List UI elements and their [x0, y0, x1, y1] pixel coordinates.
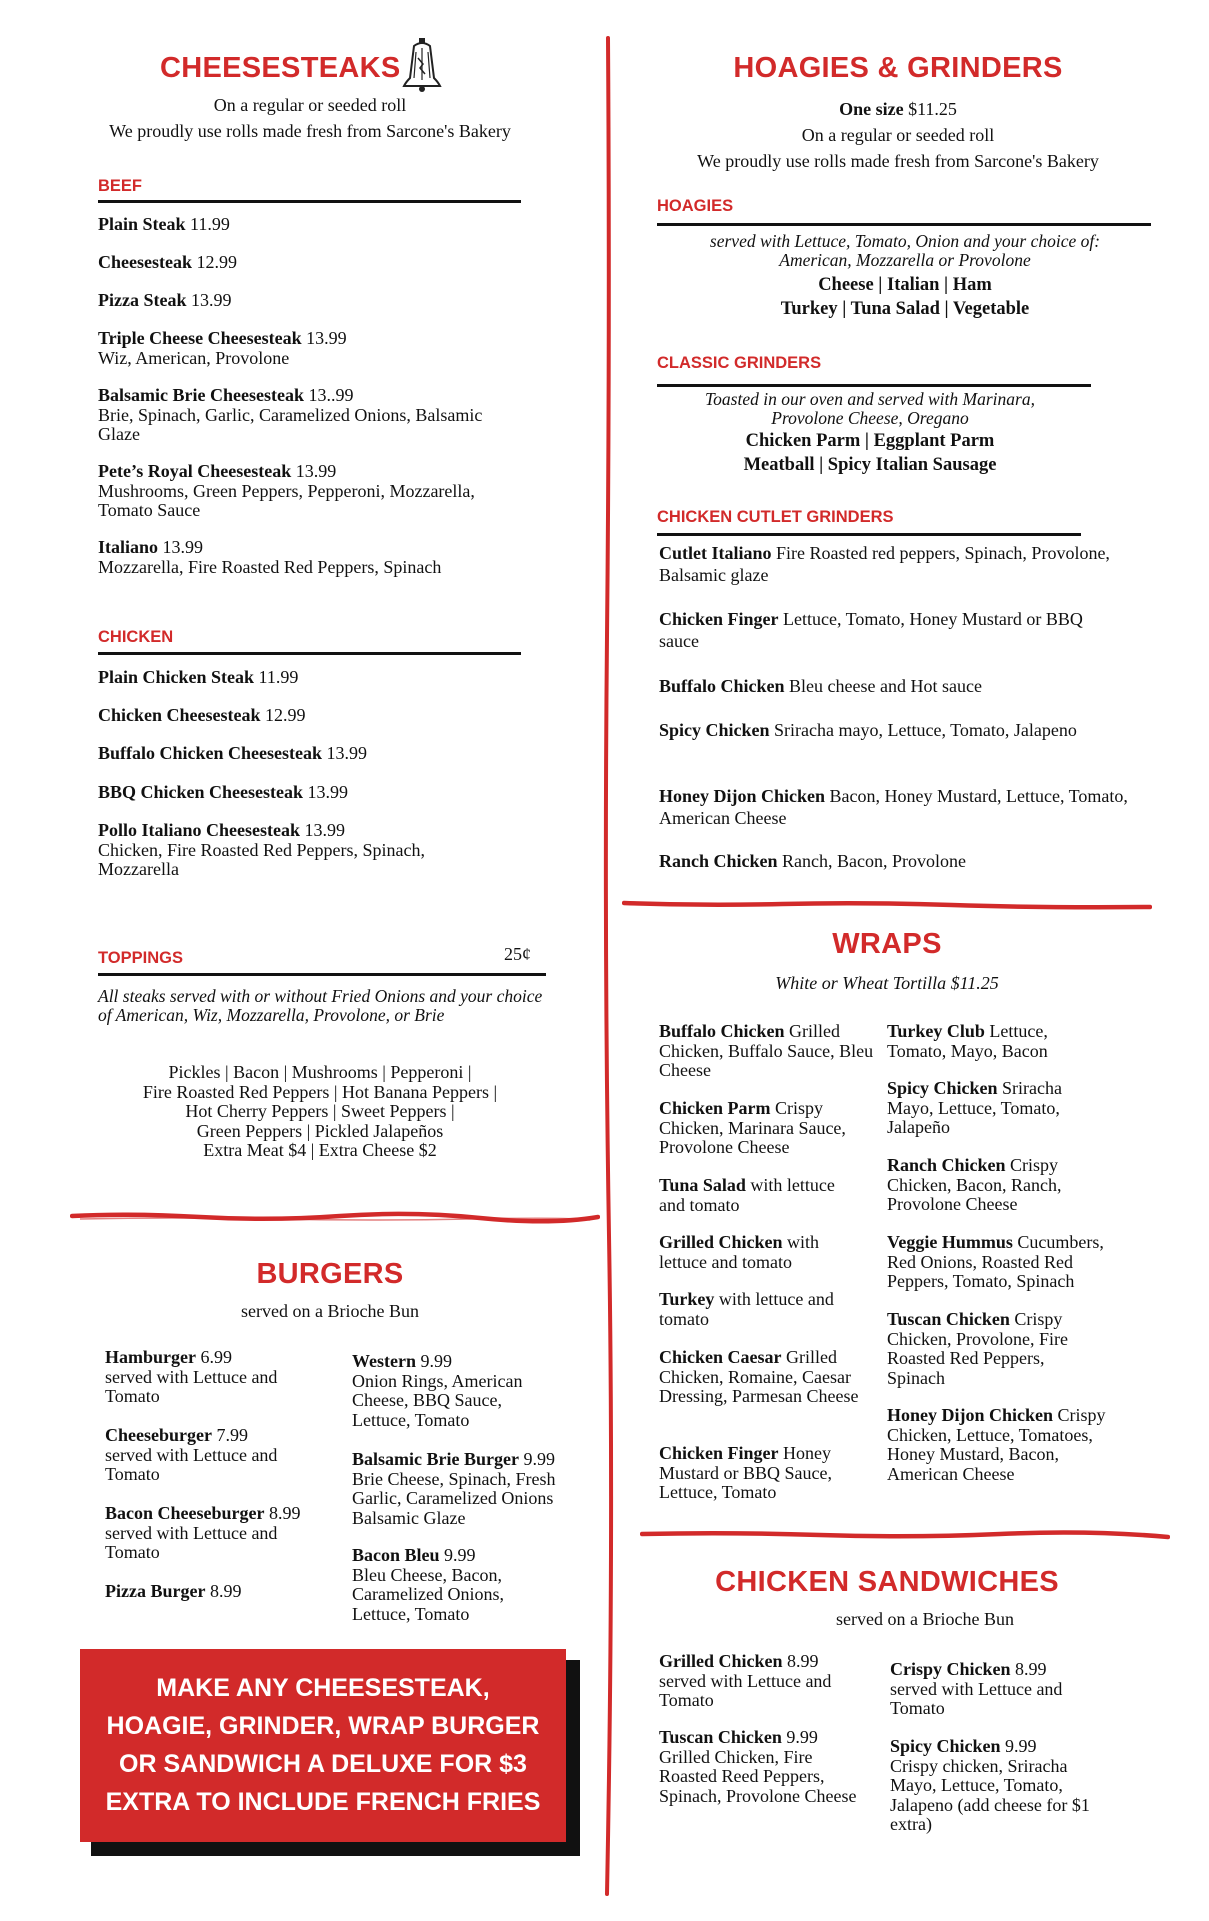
toppings-line: Green Peppers | Pickled Jalapeños [196, 1120, 444, 1141]
beef-rule [98, 200, 521, 203]
menu-item: Pizza Steak 13.99 [98, 290, 232, 310]
chicken-sandwiches-sub: served on a Brioche Bun [836, 1609, 1014, 1629]
menu-item: Tuscan Chicken Crispy Chicken, Provolone, Fire Roasted Red Peppers, Spinach [887, 1309, 1068, 1388]
cutlet-heading: CHICKEN CUTLET GRINDERS [657, 508, 894, 526]
hoagies-title: HOAGIES & GRINDERS [733, 52, 1063, 84]
grinders-note [640, 390, 1100, 428]
menu-item: Honey Dijon Chicken Bacon, Honey Mustard, Lettuce, Tomato, American Cheese [659, 786, 1128, 828]
menu-item: Chicken Finger Honey Mustard or BBQ Sauce, Lettuce, Tomato [659, 1443, 832, 1502]
divider-brush [622, 898, 1152, 912]
menu-item: Ranch Chicken Crispy Chicken, Bacon, Ranch, Provolone Cheese [887, 1155, 1062, 1214]
burgers-title: BURGERS [256, 1258, 404, 1290]
menu-item: Italiano 13.99 Mozzarella, Fire Roasted Red Peppers, Spinach [98, 537, 442, 577]
menu-item: Turkey Club Lettuce, Tomato, Mayo, Bacon [887, 1021, 1048, 1061]
menu-item: Balsamic Brie Cheesesteak 13..99 Brie, Spinach, Garlic, Caramelized Onions, Balsamic Glaze [98, 385, 483, 444]
menu-item: Turkey with lettuce and tomato [659, 1289, 834, 1329]
deluxe-line: EXTRA TO INCLUDE FRENCH FRIES [105, 1788, 541, 1816]
deluxe-banner [80, 1649, 566, 1842]
hoagies-note [640, 232, 1170, 270]
toppings-line: Hot Cherry Peppers | Sweet Peppers | [185, 1101, 455, 1121]
menu-item: Honey Dijon Chicken Crispy Chicken, Lettuce, Tomatoes, Honey Mustard, Bacon, American Cheese [887, 1405, 1106, 1484]
chicken-rule [98, 652, 521, 655]
burgers-sub: served on a Brioche Bun [241, 1301, 419, 1321]
toppings-line: Fire Roasted Red Peppers | Hot Banana Peppers | [142, 1081, 498, 1102]
menu-item: Ranch Chicken Ranch, Bacon, Provolone [659, 851, 966, 871]
menu-item: Spicy Chicken 9.99 Crispy chicken, Sriracha Mayo, Lettuce, Tomato, Jalapeno (add cheese for $1 extra) [890, 1736, 1090, 1834]
toppings-line: Pickles | Bacon | Mushrooms | Pepperoni | [168, 1062, 472, 1082]
menu-item: Buffalo Chicken Cheesesteak 13.99 [98, 743, 367, 763]
note-line: American, Mozzarella or Provolone [779, 250, 1031, 270]
vertical-divider-brush [600, 36, 616, 1896]
toppings-line: Extra Meat $4 | Extra Cheese $2 [203, 1140, 437, 1160]
hoagies-sub1: On a regular or seeded roll [801, 125, 995, 145]
hoagies-size: One size $11.25 [839, 99, 957, 119]
menu-item: Buffalo Chicken Bleu cheese and Hot sauce [659, 676, 982, 696]
grinders-heading: CLASSIC GRINDERS [657, 354, 822, 372]
chicken-heading: CHICKEN [98, 628, 174, 646]
menu-item: Chicken Parm Crispy Chicken, Marinara Sauce, Provolone Cheese [659, 1098, 846, 1157]
grinders-rule [657, 384, 1091, 387]
cheesesteaks-sub2: We proudly use rolls made fresh from Sarcone's Bakery [109, 121, 511, 141]
menu-item: Western 9.99 Onion Rings, American Cheese, BBQ Sauce, Lettuce, Tomato [352, 1351, 523, 1430]
toppings-list [60, 1063, 580, 1161]
hoagies-rule [657, 223, 1151, 226]
menu-item: Spicy Chicken Sriracha mayo, Lettuce, Tomato, Jalapeno [659, 720, 1077, 740]
menu-item: Cheesesteak 12.99 [98, 252, 237, 272]
menu-item: Balsamic Brie Burger 9.99 Brie Cheese, Spinach, Fresh Garlic, Caramelized Onions Balsamic Glaze [352, 1449, 556, 1528]
list-line: Chicken Parm | Eggplant Parm [745, 431, 995, 451]
menu-item: Grilled Chicken with lettuce and tomato [659, 1232, 820, 1272]
note-line: served with Lettuce, Tomato, Onion and your choice of: [709, 231, 1101, 251]
menu-item: Cheeseburger 7.99 served with Lettuce and Tomato [105, 1425, 278, 1484]
cheesesteaks-sub1: On a regular or seeded roll [213, 95, 407, 115]
menu-item: Crispy Chicken 8.99 served with Lettuce and Tomato [890, 1659, 1063, 1718]
hoagies-heading: HOAGIES [657, 197, 734, 215]
menu-item: Tuna Salad with lettuce and tomato [659, 1175, 835, 1215]
menu-item: Veggie Hummus Cucumbers, Red Onions, Roasted Red Peppers, Tomato, Spinach [887, 1232, 1104, 1291]
divider-brush [70, 1210, 600, 1224]
menu-item: Buffalo Chicken Grilled Chicken, Buffalo Sauce, Bleu Cheese [659, 1021, 874, 1080]
menu-item: Cutlet Italiano Fire Roasted red peppers, Spinach, Provolone, Balsamic glaze [659, 543, 1110, 585]
divider-brush [640, 1528, 1170, 1542]
menu-item: Chicken Caesar Grilled Chicken, Romaine, Caesar Dressing, Parmesan Cheese [659, 1347, 859, 1406]
menu-item: BBQ Chicken Cheesesteak 13.99 [98, 782, 349, 802]
cheesesteaks-title: CHEESESTEAKS [160, 52, 401, 84]
list-line: Turkey | Tuna Salad | Vegetable [780, 299, 1030, 319]
menu-item: Chicken Finger Lettuce, Tomato, Honey Mustard or BBQ sauce [659, 609, 1083, 651]
toppings-note: All steaks served with or without Fried Onions and your choice of American, Wiz, Mozzarella, Provolone, or Brie [98, 986, 543, 1025]
menu-item: Plain Chicken Steak 11.99 [98, 667, 299, 687]
toppings-price: 25¢ [504, 944, 531, 964]
menu-item: Bacon Bleu 9.99 Bleu Cheese, Bacon, Caramelized Onions, Lettuce, Tomato [352, 1545, 504, 1624]
grinders-list [640, 429, 1100, 477]
beef-heading: BEEF [98, 177, 143, 195]
list-line: Meatball | Spicy Italian Sausage [743, 455, 997, 475]
menu-item: Pizza Burger 8.99 [105, 1581, 242, 1601]
wraps-sub: White or Wheat Tortilla $11.25 [775, 973, 999, 993]
menu-item: Bacon Cheeseburger 8.99 served with Lettuce and Tomato [105, 1503, 301, 1562]
menu-item: Pollo Italiano Cheesesteak 13.99 Chicken, Fire Roasted Red Peppers, Spinach, Mozzarella [98, 820, 425, 879]
note-line: Provolone Cheese, Oregano [771, 408, 969, 428]
list-line: Cheese | Italian | Ham [818, 275, 992, 295]
hoagies-sub2: We proudly use rolls made fresh from Sarcone's Bakery [697, 151, 1099, 171]
menu-item: Triple Cheese Cheesesteak 13.99 Wiz, American, Provolone [98, 328, 347, 368]
deluxe-line: MAKE ANY CHEESESTEAK, [156, 1674, 490, 1702]
menu-item: Spicy Chicken Sriracha Mayo, Lettuce, Tomato, Jalapeño [887, 1078, 1062, 1137]
note-line: Toasted in our oven and served with Marinara, [705, 389, 1035, 409]
toppings-rule [98, 973, 546, 976]
hoagies-list [640, 273, 1170, 321]
deluxe-line: OR SANDWICH A DELUXE FOR $3 [119, 1750, 527, 1778]
cutlet-rule [657, 533, 1081, 536]
chicken-sandwiches-title: CHICKEN SANDWICHES [715, 1566, 1059, 1598]
menu-item: Hamburger 6.99 served with Lettuce and Tomato [105, 1347, 278, 1406]
menu-item: Chicken Cheesesteak 12.99 [98, 705, 306, 725]
menu-item: Pete’s Royal Cheesesteak 13.99 Mushrooms, Green Peppers, Pepperoni, Mozzarella, Tomato Sauce [98, 461, 475, 520]
deluxe-line: HOAGIE, GRINDER, WRAP BURGER [106, 1712, 540, 1740]
liberty-bell-icon [402, 38, 442, 94]
menu-item: Grilled Chicken 8.99 served with Lettuce and Tomato [659, 1651, 832, 1710]
wraps-title: WRAPS [832, 928, 942, 960]
toppings-heading: TOPPINGS [98, 949, 183, 967]
menu-item: Tuscan Chicken 9.99 Grilled Chicken, Fire Roasted Reed Peppers, Spinach, Provolone Cheese [659, 1727, 857, 1806]
menu-item: Plain Steak 11.99 [98, 214, 230, 234]
